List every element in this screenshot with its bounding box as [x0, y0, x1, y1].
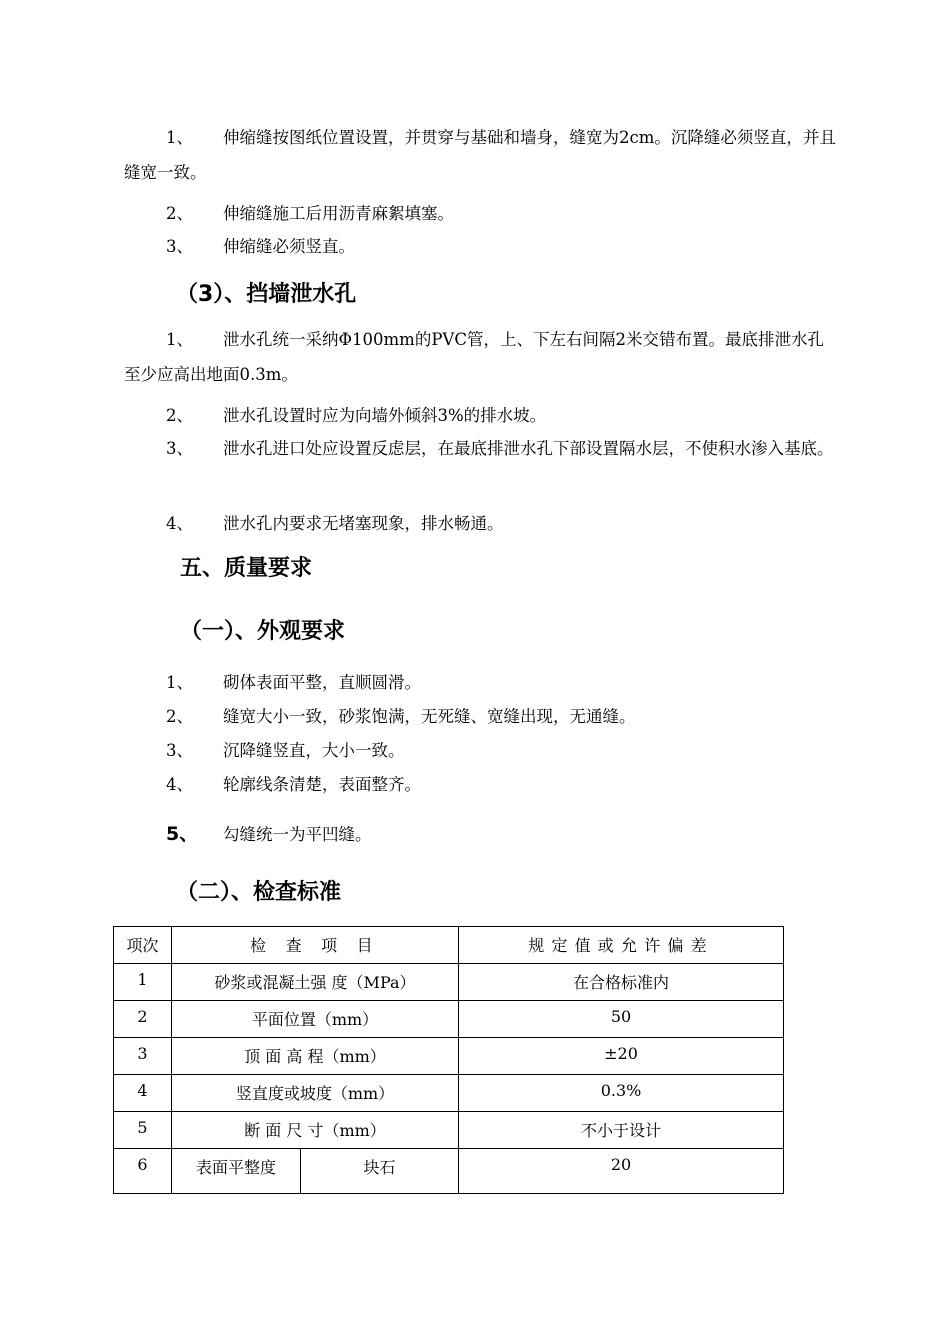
list-item	[166, 402, 546, 426]
list-item	[166, 737, 405, 761]
cell-item: 竖直度或坡度（mm）	[172, 1075, 459, 1112]
cell-no: 6	[114, 1149, 172, 1194]
chapter-heading: 五、质量要求	[180, 556, 313, 581]
list-text: 泄水孔内要求无堵塞现象，排水畅通。	[223, 514, 504, 533]
list-text: 泄水孔进口处应设置反虑层，在最底排泄水孔下部设置隔水层，不使积水渗入基底。	[223, 439, 834, 458]
list-item	[124, 120, 840, 190]
header-cell-no: 项次	[114, 927, 172, 964]
cell-item: 表面平整度	[172, 1149, 301, 1194]
table-row	[114, 964, 784, 1001]
cell-value: 50	[459, 1001, 784, 1038]
list-text: 沉降缝竖直，大小一致。	[223, 741, 405, 760]
cell-item: 断 面 尺 寸（mm）	[172, 1112, 459, 1149]
list-number: 2、	[166, 406, 193, 425]
list-text: 伸缩缝按图纸位置设置，并贯穿与基础和墙身，缝宽为2cm。沉降缝必须竖直，并且缝宽一致。	[124, 128, 836, 182]
list-text: 勾缝统一为平凹缝。	[223, 825, 372, 844]
list-item	[166, 771, 421, 795]
table-header-row	[114, 927, 784, 964]
table-row	[114, 1038, 784, 1075]
section-heading: （一）、外观要求	[180, 619, 346, 644]
table-row	[114, 1075, 784, 1112]
table-row	[114, 1001, 784, 1038]
list-item	[166, 510, 504, 534]
list-text: 泄水孔设置时应为向墙外倾斜3%的排水坡。	[223, 406, 547, 425]
list-item	[166, 669, 421, 693]
list-number: 5、	[166, 823, 199, 845]
list-number: 3、	[166, 741, 193, 760]
list-number: 4、	[166, 514, 193, 533]
list-number: 2、	[166, 204, 193, 223]
cell-no: 1	[114, 964, 172, 1001]
cell-no: 2	[114, 1001, 172, 1038]
cell-value: 在合格标准内	[459, 964, 784, 1001]
cell-subitem: 块石	[301, 1149, 459, 1194]
list-text: 缝宽大小一致，砂浆饱满，无死缝、宽缝出现，无通缝。	[223, 707, 636, 726]
list-number: 1、	[166, 330, 193, 349]
list-number: 3、	[166, 237, 193, 256]
table-row	[114, 1112, 784, 1149]
header-cell-value: 规定值或允许偏差	[459, 927, 784, 964]
cell-value: 0.3%	[459, 1075, 784, 1112]
list-item	[166, 233, 355, 257]
cell-no: 3	[114, 1038, 172, 1075]
list-item	[166, 200, 454, 224]
list-number: 1、	[166, 673, 193, 692]
section-heading: （3）、挡墙泄水孔	[176, 282, 357, 307]
cell-value: 20	[459, 1149, 784, 1194]
cell-item: 平面位置（mm）	[172, 1001, 459, 1038]
list-item	[124, 431, 840, 466]
list-item	[124, 322, 840, 392]
header-cell-item: 检 查 项 目	[172, 927, 459, 964]
list-text: 砌体表面平整，直顺圆滑。	[223, 673, 421, 692]
list-text: 伸缩缝必须竖直。	[223, 237, 355, 256]
list-text: 伸缩缝施工后用沥青麻絮填塞。	[223, 204, 454, 223]
cell-no: 4	[114, 1075, 172, 1112]
table-row	[114, 1149, 784, 1194]
cell-value: ±20	[459, 1038, 784, 1075]
cell-value: 不小于设计	[459, 1112, 784, 1149]
cell-no: 5	[114, 1112, 172, 1149]
inspection-table	[113, 926, 784, 1194]
list-text: 泄水孔统一采纳Φ100mm的PVC管，上、下左右间隔2米交错布置。最底排泄水孔至少应高出地面0.3m。	[124, 330, 824, 384]
list-item	[166, 819, 372, 846]
cell-item: 顶 面 高 程（mm）	[172, 1038, 459, 1075]
list-number: 3、	[166, 439, 193, 458]
list-number: 4、	[166, 775, 193, 794]
cell-item: 砂浆或混凝土强 度（MPa）	[172, 964, 459, 1001]
list-text: 轮廓线条清楚，表面整齐。	[223, 775, 421, 794]
section-heading: （二）、检查标准	[176, 880, 342, 905]
list-number: 2、	[166, 707, 193, 726]
list-item	[166, 703, 636, 727]
list-number: 1、	[166, 128, 193, 147]
